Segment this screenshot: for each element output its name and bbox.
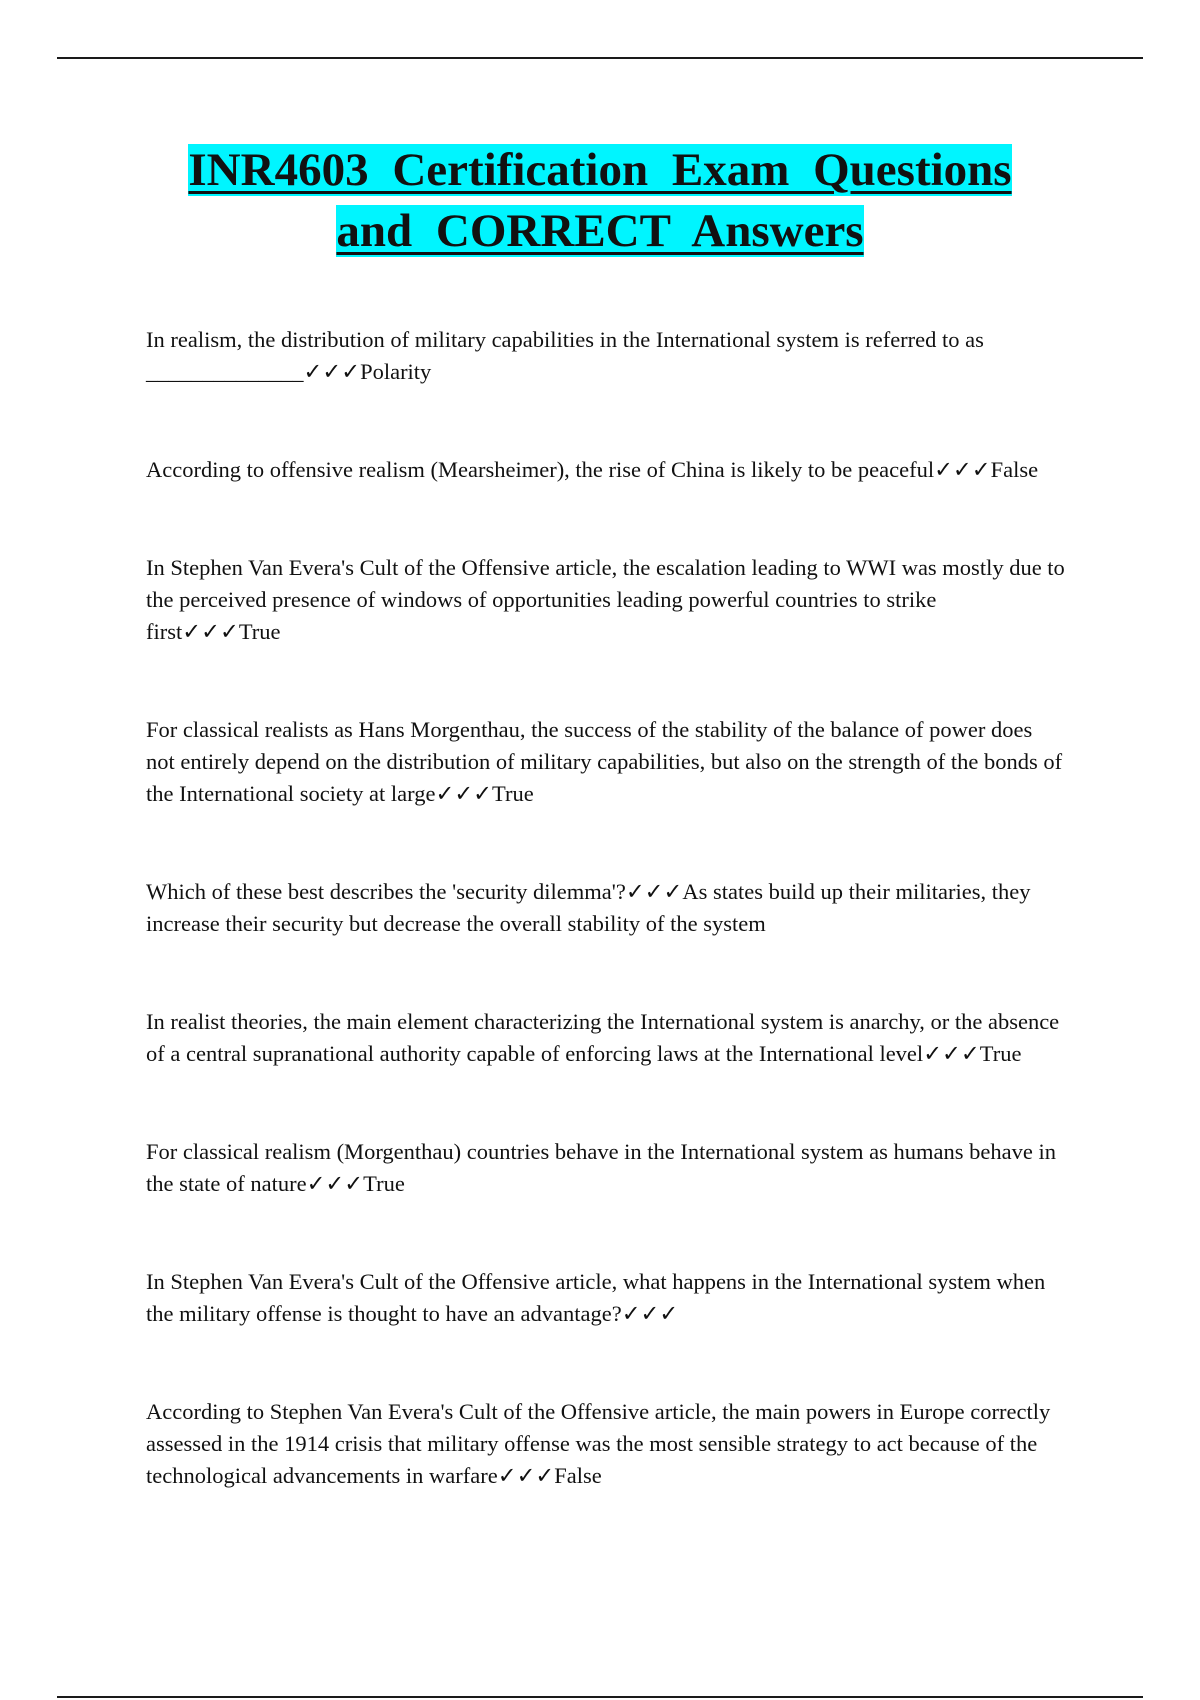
qa-item-6 — [146, 1006, 1066, 1070]
answer-text: True — [363, 1171, 405, 1196]
answer-text: False — [990, 457, 1039, 482]
answer-text: True — [979, 1041, 1022, 1066]
top-rule — [57, 57, 1143, 59]
checkmark-icon: ✓✓✓ — [182, 619, 239, 644]
question-text: According to Stephen Van Evera's Cult of the Offensive article, the main powers in Europe correctly assessed in the 1914 crisis that military offense was the most sensible strategy to act because of the technological advancements in warfare — [146, 1399, 1051, 1488]
qa-item-3 — [146, 552, 1066, 648]
title-line-2: and CORRECT Answers — [336, 205, 864, 257]
qa-item-5 — [146, 876, 1066, 940]
answer-text: Polarity — [360, 359, 432, 384]
checkmark-icon: ✓✓✓ — [934, 457, 991, 482]
qa-item-4 — [146, 714, 1066, 810]
qa-item-7 — [146, 1136, 1066, 1200]
title-line-1: INR4603 Certification Exam Questions — [188, 144, 1012, 196]
title-block — [150, 140, 1050, 262]
checkmark-icon: ✓✓✓ — [435, 781, 493, 806]
question-text: In realist theories, the main element characterizing the International system is anarchy, or the absence of a central supranational authority capable of enforcing laws at the International level — [146, 1009, 1060, 1066]
checkmark-icon: ✓✓✓ — [621, 1301, 679, 1326]
qa-item-1 — [146, 324, 1066, 388]
checkmark-icon: ✓✓✓ — [497, 1463, 555, 1488]
question-text: For classical realists as Hans Morgenthau, the success of the stability of the balance of power does not entirely depend on the distribution of military capabilities, but also on the strength of the bonds of the International society at large — [146, 717, 1063, 806]
answer-text: False — [554, 1463, 602, 1488]
question-text: For classical realism (Morgenthau) countries behave in the International system as humans behave in the state of nature — [146, 1139, 1056, 1196]
bottom-rule — [57, 1696, 1143, 1698]
question-list — [146, 324, 1066, 1558]
answer-text: As states build up their militaries, they increase their security but decrease the overall stability of the system — [146, 879, 1031, 936]
question-text: According to offensive realism (Mearsheimer), the rise of China is likely to be peaceful — [146, 457, 935, 482]
checkmark-icon: ✓✓✓ — [625, 879, 683, 904]
question-text: In Stephen Van Evera's Cult of the Offensive article, what happens in the International system when the military offense is thought to have an advantage? — [146, 1269, 1046, 1326]
qa-item-2 — [146, 454, 1066, 486]
question-text: In realism, the distribution of military capabilities in the International system is referred to as ______________ — [146, 327, 984, 384]
checkmark-icon: ✓✓✓ — [306, 1171, 364, 1196]
qa-item-9 — [146, 1396, 1066, 1492]
qa-item-8 — [146, 1266, 1066, 1330]
checkmark-icon: ✓✓✓ — [923, 1041, 980, 1066]
answer-text: True — [492, 781, 534, 806]
answer-text: True — [238, 619, 281, 644]
document-title — [150, 140, 1050, 262]
question-text: Which of these best describes the 'security dilemma'? — [146, 879, 626, 904]
checkmark-icon: ✓✓✓ — [303, 359, 361, 384]
question-text: In Stephen Van Evera's Cult of the Offensive article, the escalation leading to WWI was mostly due to the perceived presence of windows of opportunities leading powerful countries to strike first — [146, 555, 1065, 644]
